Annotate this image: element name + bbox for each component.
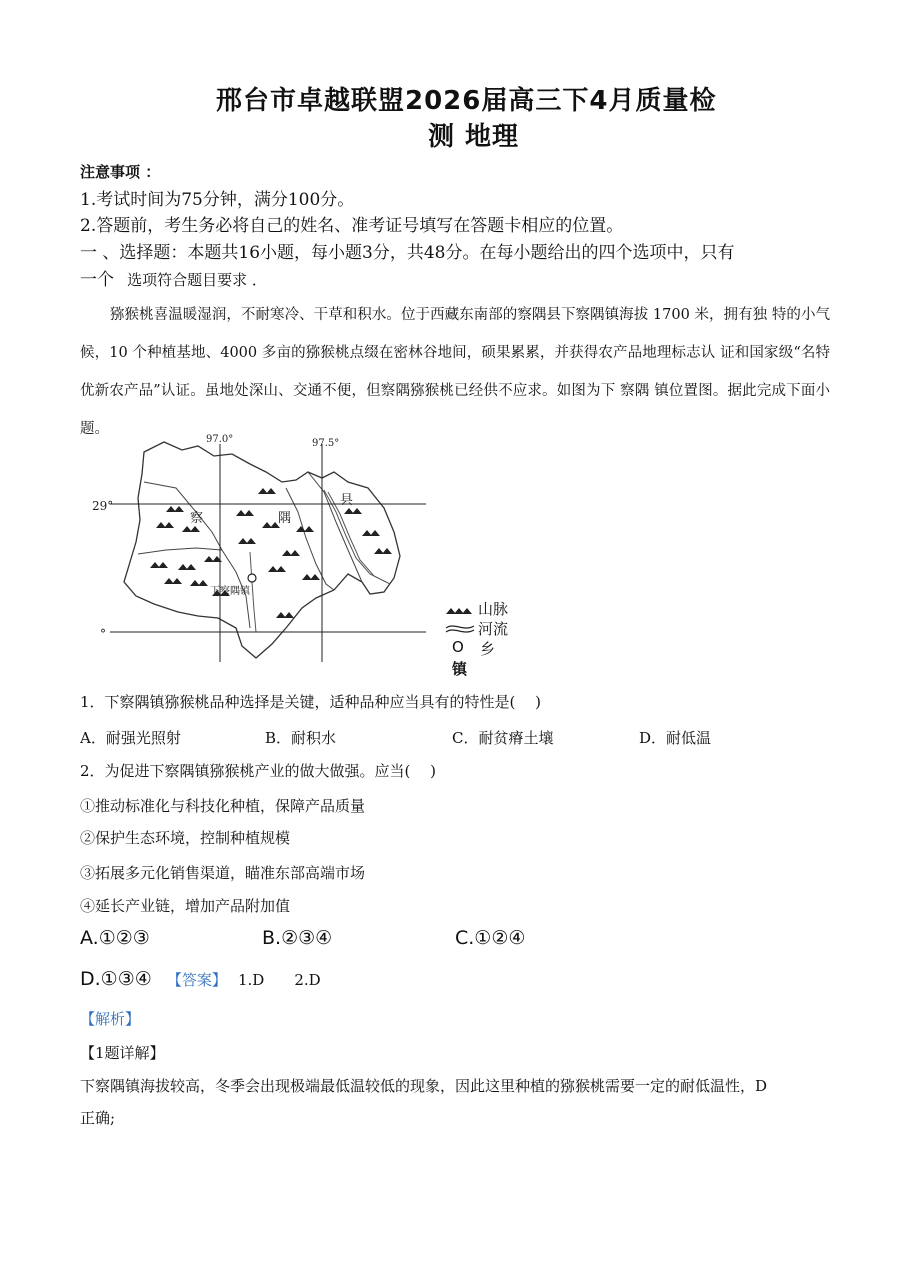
- question-2-item-4: ④延长产业链，增加产品附加值: [80, 897, 291, 915]
- question-1-option-c: C．耐贫瘠土壤: [452, 729, 554, 747]
- legend-mountain-label: 山脉: [478, 600, 509, 618]
- analysis-label: 【解析】: [80, 1010, 141, 1028]
- notice-item-2: 2.答题前，考生务必将自己的姓名、准考证号填写在答题卡相应的位置。: [80, 216, 624, 236]
- section-line2-b: 选项符合题目要求 ．: [127, 271, 267, 289]
- notice-item-1: 1.考试时间为75分钟，满分100分。: [80, 190, 355, 210]
- analysis-q1-text-line1: 下察隅镇海拔较高，冬季会出现极端最低温较低的现象，因此这里种植的猕猴桃需要一定的耐低温性，D: [80, 1077, 768, 1095]
- section-instructions-line2: [80, 265, 267, 290]
- question-1-option-d: D．耐低温: [639, 729, 712, 747]
- section-instructions-line1: 一 、选择题：本题共16小题，每小题3分，共48分。在每小题给出的四个选项中，只有: [80, 243, 735, 263]
- map-label-town: 下察隅镇: [210, 586, 250, 597]
- legend-river-icon-bank: [446, 630, 474, 632]
- question-1-option-a: A．耐强光照射: [80, 729, 181, 747]
- legend-town-label-a: 乡: [480, 640, 496, 658]
- question-2-option-d-row: [80, 968, 321, 990]
- longitude-label-97-0: 97.0°: [206, 434, 234, 445]
- question-1-option-b: B．耐积水: [265, 729, 337, 747]
- passage-paragraph: 猕猴桃喜温暖湿润，不耐寒冷、干草和积水。位于西藏东南部的察隅县下察隅镇海拔 1700 米，拥有独 特的小气候，10 个种植基地、4000 多亩的猕猴桃点缀在密林谷地间，硕果累累，并获得农产品地理标志认 证和国家级“名特优新农产品”认证。虽地处深山、交通不便，但察隅猕猴桃已经供不应求。如图为下 察隅 镇位置图。据此完成下面小题。: [80, 307, 830, 437]
- latitude-label-29: 29°: [92, 499, 114, 513]
- town-marker: [248, 574, 256, 582]
- analysis-q1-text-line2: 正确;: [80, 1109, 116, 1127]
- question-2-item-2: ②保护生态环境，控制种植规模: [80, 829, 291, 847]
- river-2: [328, 492, 390, 584]
- mountain-symbols: [150, 488, 392, 618]
- map-label-cha: 察: [190, 511, 204, 526]
- section-line2-a: 一个: [80, 270, 114, 290]
- answer-label: 【答案】: [166, 971, 227, 989]
- internal-boundary-3: [286, 488, 334, 590]
- longitude-label-97-5: 97.5°: [312, 438, 340, 449]
- legend-town-symbol: O: [452, 638, 464, 656]
- internal-boundary-2: [138, 548, 222, 554]
- question-2-option-a: A.①②③: [80, 927, 150, 949]
- map-label-yu: 隅: [278, 511, 292, 526]
- legend-mountain-icon: [446, 608, 472, 614]
- question-1-stem: 1．下察隅镇猕猴桃品种选择是关键，适种品种应当具有的特性是( ): [80, 693, 542, 711]
- internal-boundary-4: [308, 472, 362, 582]
- legend-river-icon: [446, 626, 474, 628]
- page-title-line2: 测 地理: [428, 122, 520, 152]
- question-2-stem: 2．为促进下察隅镇猕猴桃产业的做大做强。应当( ): [80, 762, 437, 780]
- question-2-option-b: B.②③④: [262, 927, 333, 949]
- page-title-line1: 邢台市卓越联盟2026届高三下4月质量检: [216, 86, 717, 116]
- notice-heading: 注意事项 ：: [80, 163, 161, 181]
- map-label-xian: 县: [340, 493, 354, 508]
- river-3: [250, 552, 256, 632]
- map-legend-symbols: [444, 600, 476, 640]
- question-2-option-c: C.①②④: [455, 927, 526, 949]
- legend-river-label: 河流: [478, 620, 509, 638]
- question-2-option-d: D.①③④: [80, 968, 152, 990]
- question-2-item-1: ①推动标准化与科技化种植，保障产品质量: [80, 797, 366, 815]
- question-2-item-3: ③拓展多元化销售渠道，瞄准东部高端市场: [80, 864, 366, 882]
- legend-town-label-b: 镇: [452, 660, 468, 678]
- latitude-label-south: °: [100, 627, 106, 641]
- answer-value: 1.D 2.D: [237, 971, 321, 989]
- analysis-q1-label: 【1题详解】: [80, 1044, 165, 1062]
